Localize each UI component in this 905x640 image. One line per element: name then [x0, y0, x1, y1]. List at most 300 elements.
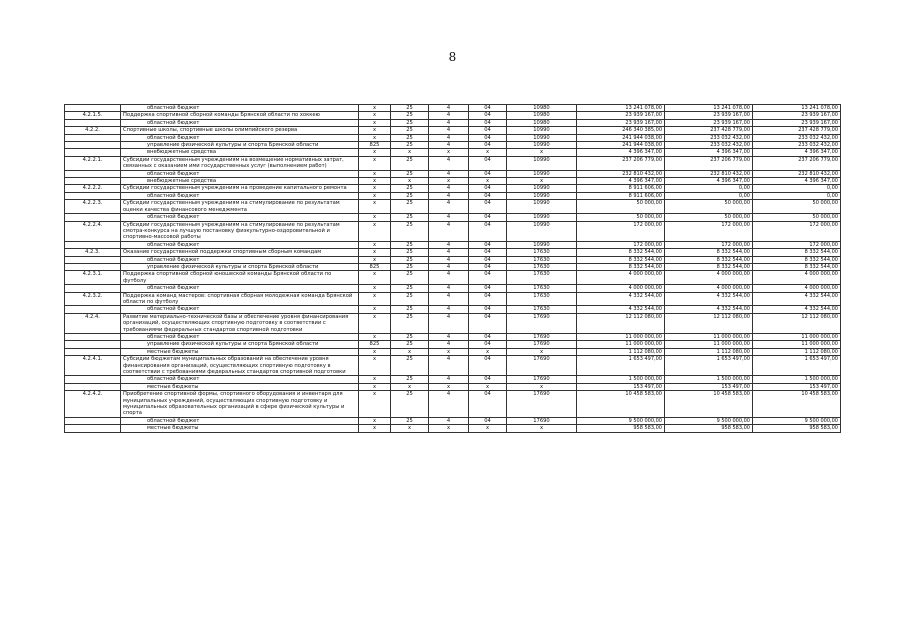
table-row — [65, 249, 841, 256]
program-code-cell: 25 — [391, 249, 429, 256]
item-code-cell: 4.2.2.4. — [65, 221, 121, 241]
program-code-cell: 25 — [391, 256, 429, 263]
program-code-cell: х — [391, 348, 429, 355]
subprogram-code-cell: х — [429, 383, 469, 390]
admin-code-cell: х — [359, 192, 391, 199]
amount-year-1-cell: 10 458 583,00 — [577, 391, 665, 418]
section-code-cell: х — [469, 383, 507, 390]
item-name-cell: областной бюджет — [121, 214, 359, 221]
program-code-cell: х — [391, 149, 429, 156]
item-name-cell: областной бюджет — [121, 334, 359, 341]
amount-year-1-cell: 23 939 167,00 — [577, 119, 665, 126]
admin-code-cell: х — [359, 313, 391, 333]
program-code-cell: 25 — [391, 334, 429, 341]
item-code-cell: 4.2.2.2. — [65, 185, 121, 192]
subprogram-code-cell: 4 — [429, 112, 469, 119]
item-code-cell — [65, 263, 121, 270]
table-row — [65, 306, 841, 313]
item-name-cell: внебюджетные средства — [121, 149, 359, 156]
section-code-cell: 04 — [469, 292, 507, 306]
item-code-cell: 4.2.4. — [65, 313, 121, 333]
program-code-cell: х — [391, 178, 429, 185]
item-name-cell: областной бюджет — [121, 192, 359, 199]
admin-code-cell: х — [359, 149, 391, 156]
admin-code-cell: х — [359, 391, 391, 418]
item-name-cell: областной бюджет — [121, 170, 359, 177]
budget-table — [64, 104, 841, 433]
item-name-cell: управление физической культуры и спорта Брянской области — [121, 341, 359, 348]
item-code-cell — [65, 348, 121, 355]
item-name-cell: местные бюджеты — [121, 348, 359, 355]
amount-year-2-cell: 23 939 167,00 — [665, 112, 753, 119]
amount-year-2-cell: 0,00 — [665, 185, 753, 192]
amount-year-3-cell: 8 332 544,00 — [753, 249, 841, 256]
direction-code-cell: 10990 — [507, 142, 577, 149]
direction-code-cell: 17690 — [507, 313, 577, 333]
item-code-cell: 4.2.4.1. — [65, 356, 121, 376]
section-code-cell: 04 — [469, 313, 507, 333]
item-name-cell: областной бюджет — [121, 306, 359, 313]
direction-code-cell: 10990 — [507, 192, 577, 199]
direction-code-cell: 10980 — [507, 112, 577, 119]
amount-year-1-cell: 50 000,00 — [577, 200, 665, 214]
item-code-cell: 4.2.2.1. — [65, 156, 121, 170]
item-name-cell: управление физической культуры и спорта Брянской области — [121, 263, 359, 270]
item-name-cell: Субсидии бюджетам муниципальных образований на обеспечение уровня финансирования организаций, осуществляющих спортивную подготовку в соответствии с требованиями федеральных стандартов спортивной подготовки — [121, 356, 359, 376]
subprogram-code-cell: 4 — [429, 306, 469, 313]
section-code-cell: 04 — [469, 417, 507, 424]
item-code-cell — [65, 285, 121, 292]
program-code-cell: 25 — [391, 376, 429, 383]
direction-code-cell: 10980 — [507, 105, 577, 112]
section-code-cell: 04 — [469, 271, 507, 285]
amount-year-1-cell: 23 939 167,00 — [577, 112, 665, 119]
admin-code-cell: х — [359, 134, 391, 141]
amount-year-3-cell: 8 332 544,00 — [753, 256, 841, 263]
direction-code-cell: 10990 — [507, 156, 577, 170]
table-row — [65, 313, 841, 333]
amount-year-3-cell: 4 332 544,00 — [753, 292, 841, 306]
subprogram-code-cell: 4 — [429, 127, 469, 134]
amount-year-1-cell: 11 000 000,00 — [577, 341, 665, 348]
admin-code-cell: х — [359, 221, 391, 241]
subprogram-code-cell: 4 — [429, 256, 469, 263]
admin-code-cell: х — [359, 292, 391, 306]
direction-code-cell: 10990 — [507, 214, 577, 221]
table-row — [65, 341, 841, 348]
amount-year-2-cell: 153 497,00 — [665, 383, 753, 390]
item-code-cell: 4.2.4.2. — [65, 391, 121, 418]
item-name-cell: областной бюджет — [121, 256, 359, 263]
subprogram-code-cell: 4 — [429, 417, 469, 424]
item-name-cell: местные бюджеты — [121, 425, 359, 432]
amount-year-1-cell: 4 000 000,00 — [577, 285, 665, 292]
section-code-cell: 04 — [469, 170, 507, 177]
direction-code-cell: 10990 — [507, 200, 577, 214]
item-code-cell — [65, 417, 121, 424]
amount-year-3-cell: 4 396 347,00 — [753, 149, 841, 156]
table-row — [65, 200, 841, 214]
program-code-cell: 25 — [391, 313, 429, 333]
program-code-cell: 25 — [391, 134, 429, 141]
section-code-cell: 04 — [469, 127, 507, 134]
amount-year-2-cell: 1 653 497,00 — [665, 356, 753, 376]
program-code-cell: 25 — [391, 192, 429, 199]
program-code-cell: 25 — [391, 271, 429, 285]
budget-table-body — [65, 105, 841, 433]
subprogram-code-cell: 4 — [429, 292, 469, 306]
direction-code-cell: х — [507, 348, 577, 355]
amount-year-3-cell: 233 032 432,00 — [753, 142, 841, 149]
item-code-cell — [65, 341, 121, 348]
table-row — [65, 142, 841, 149]
direction-code-cell: 17630 — [507, 292, 577, 306]
amount-year-3-cell: 50 000,00 — [753, 200, 841, 214]
subprogram-code-cell: 4 — [429, 334, 469, 341]
table-row — [65, 376, 841, 383]
item-name-cell: местные бюджеты — [121, 383, 359, 390]
amount-year-1-cell: 11 000 000,00 — [577, 334, 665, 341]
item-code-cell — [65, 192, 121, 199]
direction-code-cell: 17690 — [507, 391, 577, 418]
table-row — [65, 241, 841, 248]
amount-year-1-cell: 8 332 544,00 — [577, 263, 665, 270]
admin-code-cell: х — [359, 271, 391, 285]
direction-code-cell: х — [507, 149, 577, 156]
program-code-cell: 25 — [391, 341, 429, 348]
amount-year-1-cell: 8 911 606,00 — [577, 192, 665, 199]
item-name-cell: Спортивные школы, спортивные школы олимпийского резерва — [121, 127, 359, 134]
table-row — [65, 221, 841, 241]
program-code-cell: 25 — [391, 185, 429, 192]
item-name-cell: Субсидии государственным учреждениям на возмещение нормативных затрат, связанных с оказанием ими государственных услуг (выполнением работ) — [121, 156, 359, 170]
amount-year-1-cell: 4 000 000,00 — [577, 271, 665, 285]
amount-year-2-cell: 172 000,00 — [665, 221, 753, 241]
amount-year-1-cell: 4 396 347,00 — [577, 149, 665, 156]
section-code-cell: 04 — [469, 263, 507, 270]
section-code-cell: 04 — [469, 256, 507, 263]
item-code-cell — [65, 119, 121, 126]
amount-year-2-cell: 4 396 347,00 — [665, 149, 753, 156]
amount-year-2-cell: 4 396 347,00 — [665, 178, 753, 185]
program-code-cell: 25 — [391, 214, 429, 221]
amount-year-3-cell: 172 000,00 — [753, 241, 841, 248]
section-code-cell: 04 — [469, 214, 507, 221]
admin-code-cell: х — [359, 306, 391, 313]
item-code-cell — [65, 149, 121, 156]
amount-year-1-cell: 246 340 385,00 — [577, 127, 665, 134]
direction-code-cell: 17690 — [507, 356, 577, 376]
amount-year-3-cell: 232 810 432,00 — [753, 170, 841, 177]
table-row — [65, 356, 841, 376]
admin-code-cell: х — [359, 200, 391, 214]
table-row — [65, 185, 841, 192]
admin-code-cell: х — [359, 256, 391, 263]
admin-code-cell: х — [359, 214, 391, 221]
table-row — [65, 134, 841, 141]
section-code-cell: 04 — [469, 341, 507, 348]
direction-code-cell: 17630 — [507, 263, 577, 270]
program-code-cell: 25 — [391, 156, 429, 170]
admin-code-cell: х — [359, 127, 391, 134]
program-code-cell: 25 — [391, 127, 429, 134]
program-code-cell: 25 — [391, 200, 429, 214]
section-code-cell: 04 — [469, 249, 507, 256]
program-code-cell: 25 — [391, 285, 429, 292]
direction-code-cell: 17630 — [507, 285, 577, 292]
direction-code-cell: 17630 — [507, 306, 577, 313]
amount-year-1-cell: 13 241 078,00 — [577, 105, 665, 112]
subprogram-code-cell: 4 — [429, 192, 469, 199]
amount-year-2-cell: 232 810 432,00 — [665, 170, 753, 177]
amount-year-2-cell: 10 458 583,00 — [665, 391, 753, 418]
table-row — [65, 425, 841, 432]
table-row — [65, 271, 841, 285]
direction-code-cell: 10980 — [507, 119, 577, 126]
amount-year-2-cell: 0,00 — [665, 192, 753, 199]
direction-code-cell: 17690 — [507, 334, 577, 341]
subprogram-code-cell: 4 — [429, 263, 469, 270]
direction-code-cell: 10990 — [507, 241, 577, 248]
table-row — [65, 334, 841, 341]
subprogram-code-cell: 4 — [429, 142, 469, 149]
amount-year-3-cell: 1 500 000,00 — [753, 376, 841, 383]
amount-year-3-cell: 13 241 078,00 — [753, 105, 841, 112]
table-row — [65, 256, 841, 263]
amount-year-2-cell: 172 000,00 — [665, 241, 753, 248]
amount-year-3-cell: 958 583,00 — [753, 425, 841, 432]
item-code-cell — [65, 241, 121, 248]
item-name-cell: областной бюджет — [121, 105, 359, 112]
table-row — [65, 127, 841, 134]
direction-code-cell: х — [507, 383, 577, 390]
admin-code-cell: х — [359, 119, 391, 126]
subprogram-code-cell: 4 — [429, 313, 469, 333]
program-code-cell: 25 — [391, 391, 429, 418]
table-row — [65, 178, 841, 185]
subprogram-code-cell: 4 — [429, 105, 469, 112]
program-code-cell: 25 — [391, 241, 429, 248]
amount-year-3-cell: 172 000,00 — [753, 221, 841, 241]
admin-code-cell: х — [359, 178, 391, 185]
direction-code-cell: х — [507, 425, 577, 432]
section-code-cell: 04 — [469, 241, 507, 248]
amount-year-1-cell: 241 944 038,00 — [577, 142, 665, 149]
amount-year-2-cell: 958 583,00 — [665, 425, 753, 432]
amount-year-3-cell: 23 939 167,00 — [753, 112, 841, 119]
amount-year-1-cell: 50 000,00 — [577, 214, 665, 221]
subprogram-code-cell: 4 — [429, 241, 469, 248]
direction-code-cell: 17690 — [507, 341, 577, 348]
item-name-cell: Поддержка спортивной сборной юношеской команды Брянской области по футболу — [121, 271, 359, 285]
admin-code-cell: х — [359, 285, 391, 292]
table-row — [65, 292, 841, 306]
direction-code-cell: 17630 — [507, 249, 577, 256]
subprogram-code-cell: 4 — [429, 156, 469, 170]
amount-year-3-cell: 4 000 000,00 — [753, 271, 841, 285]
item-code-cell — [65, 376, 121, 383]
item-name-cell: областной бюджет — [121, 241, 359, 248]
section-code-cell: 04 — [469, 391, 507, 418]
amount-year-3-cell: 0,00 — [753, 185, 841, 192]
section-code-cell: х — [469, 178, 507, 185]
item-name-cell: Поддержка спортивной сборной команды Брянской области по хоккею — [121, 112, 359, 119]
amount-year-1-cell: 232 810 432,00 — [577, 170, 665, 177]
amount-year-3-cell: 0,00 — [753, 192, 841, 199]
amount-year-2-cell: 8 332 544,00 — [665, 256, 753, 263]
direction-code-cell: 17630 — [507, 271, 577, 285]
table-row — [65, 149, 841, 156]
section-code-cell: 04 — [469, 285, 507, 292]
subprogram-code-cell: 4 — [429, 249, 469, 256]
admin-code-cell: х — [359, 356, 391, 376]
admin-code-cell: х — [359, 334, 391, 341]
subprogram-code-cell: 4 — [429, 185, 469, 192]
admin-code-cell: х — [359, 249, 391, 256]
amount-year-2-cell: 4 332 544,00 — [665, 292, 753, 306]
admin-code-cell: х — [359, 156, 391, 170]
item-code-cell — [65, 214, 121, 221]
amount-year-1-cell: 12 112 080,00 — [577, 313, 665, 333]
section-code-cell: х — [469, 425, 507, 432]
amount-year-3-cell: 11 000 000,00 — [753, 334, 841, 341]
item-code-cell — [65, 383, 121, 390]
amount-year-1-cell: 8 911 606,00 — [577, 185, 665, 192]
item-name-cell: управление физической культуры и спорта Брянской области — [121, 142, 359, 149]
direction-code-cell: 10990 — [507, 134, 577, 141]
amount-year-3-cell: 153 497,00 — [753, 383, 841, 390]
table-row — [65, 192, 841, 199]
page-number: 8 — [448, 50, 457, 64]
table-row — [65, 383, 841, 390]
section-code-cell: 04 — [469, 334, 507, 341]
amount-year-3-cell: 4 000 000,00 — [753, 285, 841, 292]
table-row — [65, 285, 841, 292]
table-row — [65, 263, 841, 270]
subprogram-code-cell: 4 — [429, 356, 469, 376]
amount-year-1-cell: 237 206 779,00 — [577, 156, 665, 170]
amount-year-2-cell: 8 332 544,00 — [665, 263, 753, 270]
amount-year-2-cell: 4 332 544,00 — [665, 306, 753, 313]
amount-year-2-cell: 50 000,00 — [665, 200, 753, 214]
amount-year-1-cell: 1 653 497,00 — [577, 356, 665, 376]
table-row — [65, 348, 841, 355]
item-name-cell: областной бюджет — [121, 285, 359, 292]
amount-year-3-cell: 10 458 583,00 — [753, 391, 841, 418]
table-row — [65, 391, 841, 418]
admin-code-cell: х — [359, 185, 391, 192]
item-code-cell — [65, 256, 121, 263]
amount-year-2-cell: 23 939 167,00 — [665, 119, 753, 126]
amount-year-3-cell: 12 112 080,00 — [753, 313, 841, 333]
amount-year-2-cell: 233 032 432,00 — [665, 134, 753, 141]
admin-code-cell: х — [359, 105, 391, 112]
subprogram-code-cell: х — [429, 425, 469, 432]
item-name-cell: Субсидии государственным учреждениям на проведение капитального ремонта — [121, 185, 359, 192]
direction-code-cell: 10990 — [507, 170, 577, 177]
subprogram-code-cell: 4 — [429, 134, 469, 141]
amount-year-3-cell: 11 000 000,00 — [753, 341, 841, 348]
section-code-cell: 04 — [469, 192, 507, 199]
amount-year-1-cell: 8 332 544,00 — [577, 249, 665, 256]
admin-code-cell: х — [359, 417, 391, 424]
admin-code-cell: х — [359, 112, 391, 119]
table-row — [65, 119, 841, 126]
subprogram-code-cell: х — [429, 178, 469, 185]
amount-year-3-cell: 23 939 167,00 — [753, 119, 841, 126]
program-code-cell: 25 — [391, 356, 429, 376]
item-name-cell: областной бюджет — [121, 134, 359, 141]
amount-year-2-cell: 237 206 779,00 — [665, 156, 753, 170]
subprogram-code-cell: х — [429, 149, 469, 156]
direction-code-cell: 10990 — [507, 221, 577, 241]
item-code-cell: 4.2.2. — [65, 127, 121, 134]
section-code-cell: 04 — [469, 200, 507, 214]
amount-year-2-cell: 11 000 000,00 — [665, 341, 753, 348]
admin-code-cell: х — [359, 383, 391, 390]
amount-year-1-cell: 153 497,00 — [577, 383, 665, 390]
amount-year-1-cell: 9 500 000,00 — [577, 417, 665, 424]
amount-year-3-cell: 1 653 497,00 — [753, 356, 841, 376]
item-code-cell — [65, 105, 121, 112]
section-code-cell: 04 — [469, 185, 507, 192]
section-code-cell: х — [469, 348, 507, 355]
item-code-cell: 4.2.2.3. — [65, 200, 121, 214]
amount-year-1-cell: 8 332 544,00 — [577, 256, 665, 263]
item-name-cell: областной бюджет — [121, 417, 359, 424]
program-code-cell: 25 — [391, 105, 429, 112]
amount-year-3-cell: 8 332 544,00 — [753, 263, 841, 270]
admin-code-cell: х — [359, 170, 391, 177]
item-code-cell — [65, 306, 121, 313]
program-code-cell: 25 — [391, 170, 429, 177]
amount-year-1-cell: 172 000,00 — [577, 221, 665, 241]
item-code-cell: 4.2.3.2. — [65, 292, 121, 306]
program-code-cell: 25 — [391, 142, 429, 149]
section-code-cell: 04 — [469, 134, 507, 141]
direction-code-cell: 17690 — [507, 417, 577, 424]
subprogram-code-cell: 4 — [429, 376, 469, 383]
section-code-cell: 04 — [469, 142, 507, 149]
amount-year-2-cell: 233 032 432,00 — [665, 142, 753, 149]
table-row — [65, 156, 841, 170]
amount-year-1-cell: 4 332 544,00 — [577, 306, 665, 313]
amount-year-1-cell: 1 500 000,00 — [577, 376, 665, 383]
amount-year-3-cell: 4 332 544,00 — [753, 306, 841, 313]
amount-year-2-cell: 11 000 000,00 — [665, 334, 753, 341]
item-code-cell — [65, 170, 121, 177]
subprogram-code-cell: 4 — [429, 221, 469, 241]
direction-code-cell: х — [507, 178, 577, 185]
item-name-cell: внебюджетные средства — [121, 178, 359, 185]
direction-code-cell: 10990 — [507, 185, 577, 192]
program-code-cell: 25 — [391, 112, 429, 119]
item-name-cell: Приобретение спортивной формы, спортивного оборудования и инвентаря для муниципальных учреждений, осуществляющих спортивную подготовку и муниципальных образовательных организаций в сфере физической культуры и спорта — [121, 391, 359, 418]
section-code-cell: 04 — [469, 105, 507, 112]
table-row — [65, 170, 841, 177]
amount-year-1-cell: 241 944 038,00 — [577, 134, 665, 141]
amount-year-2-cell: 1 500 000,00 — [665, 376, 753, 383]
item-name-cell: Поддержка команд мастеров: спортивная сборная молодежная команда Брянской области по футболу — [121, 292, 359, 306]
admin-code-cell: х — [359, 425, 391, 432]
table-row — [65, 112, 841, 119]
subprogram-code-cell: 4 — [429, 271, 469, 285]
amount-year-1-cell: 1 112 080,00 — [577, 348, 665, 355]
subprogram-code-cell: х — [429, 348, 469, 355]
item-code-cell: 4.2.3.1. — [65, 271, 121, 285]
subprogram-code-cell: 4 — [429, 170, 469, 177]
section-code-cell: 04 — [469, 306, 507, 313]
